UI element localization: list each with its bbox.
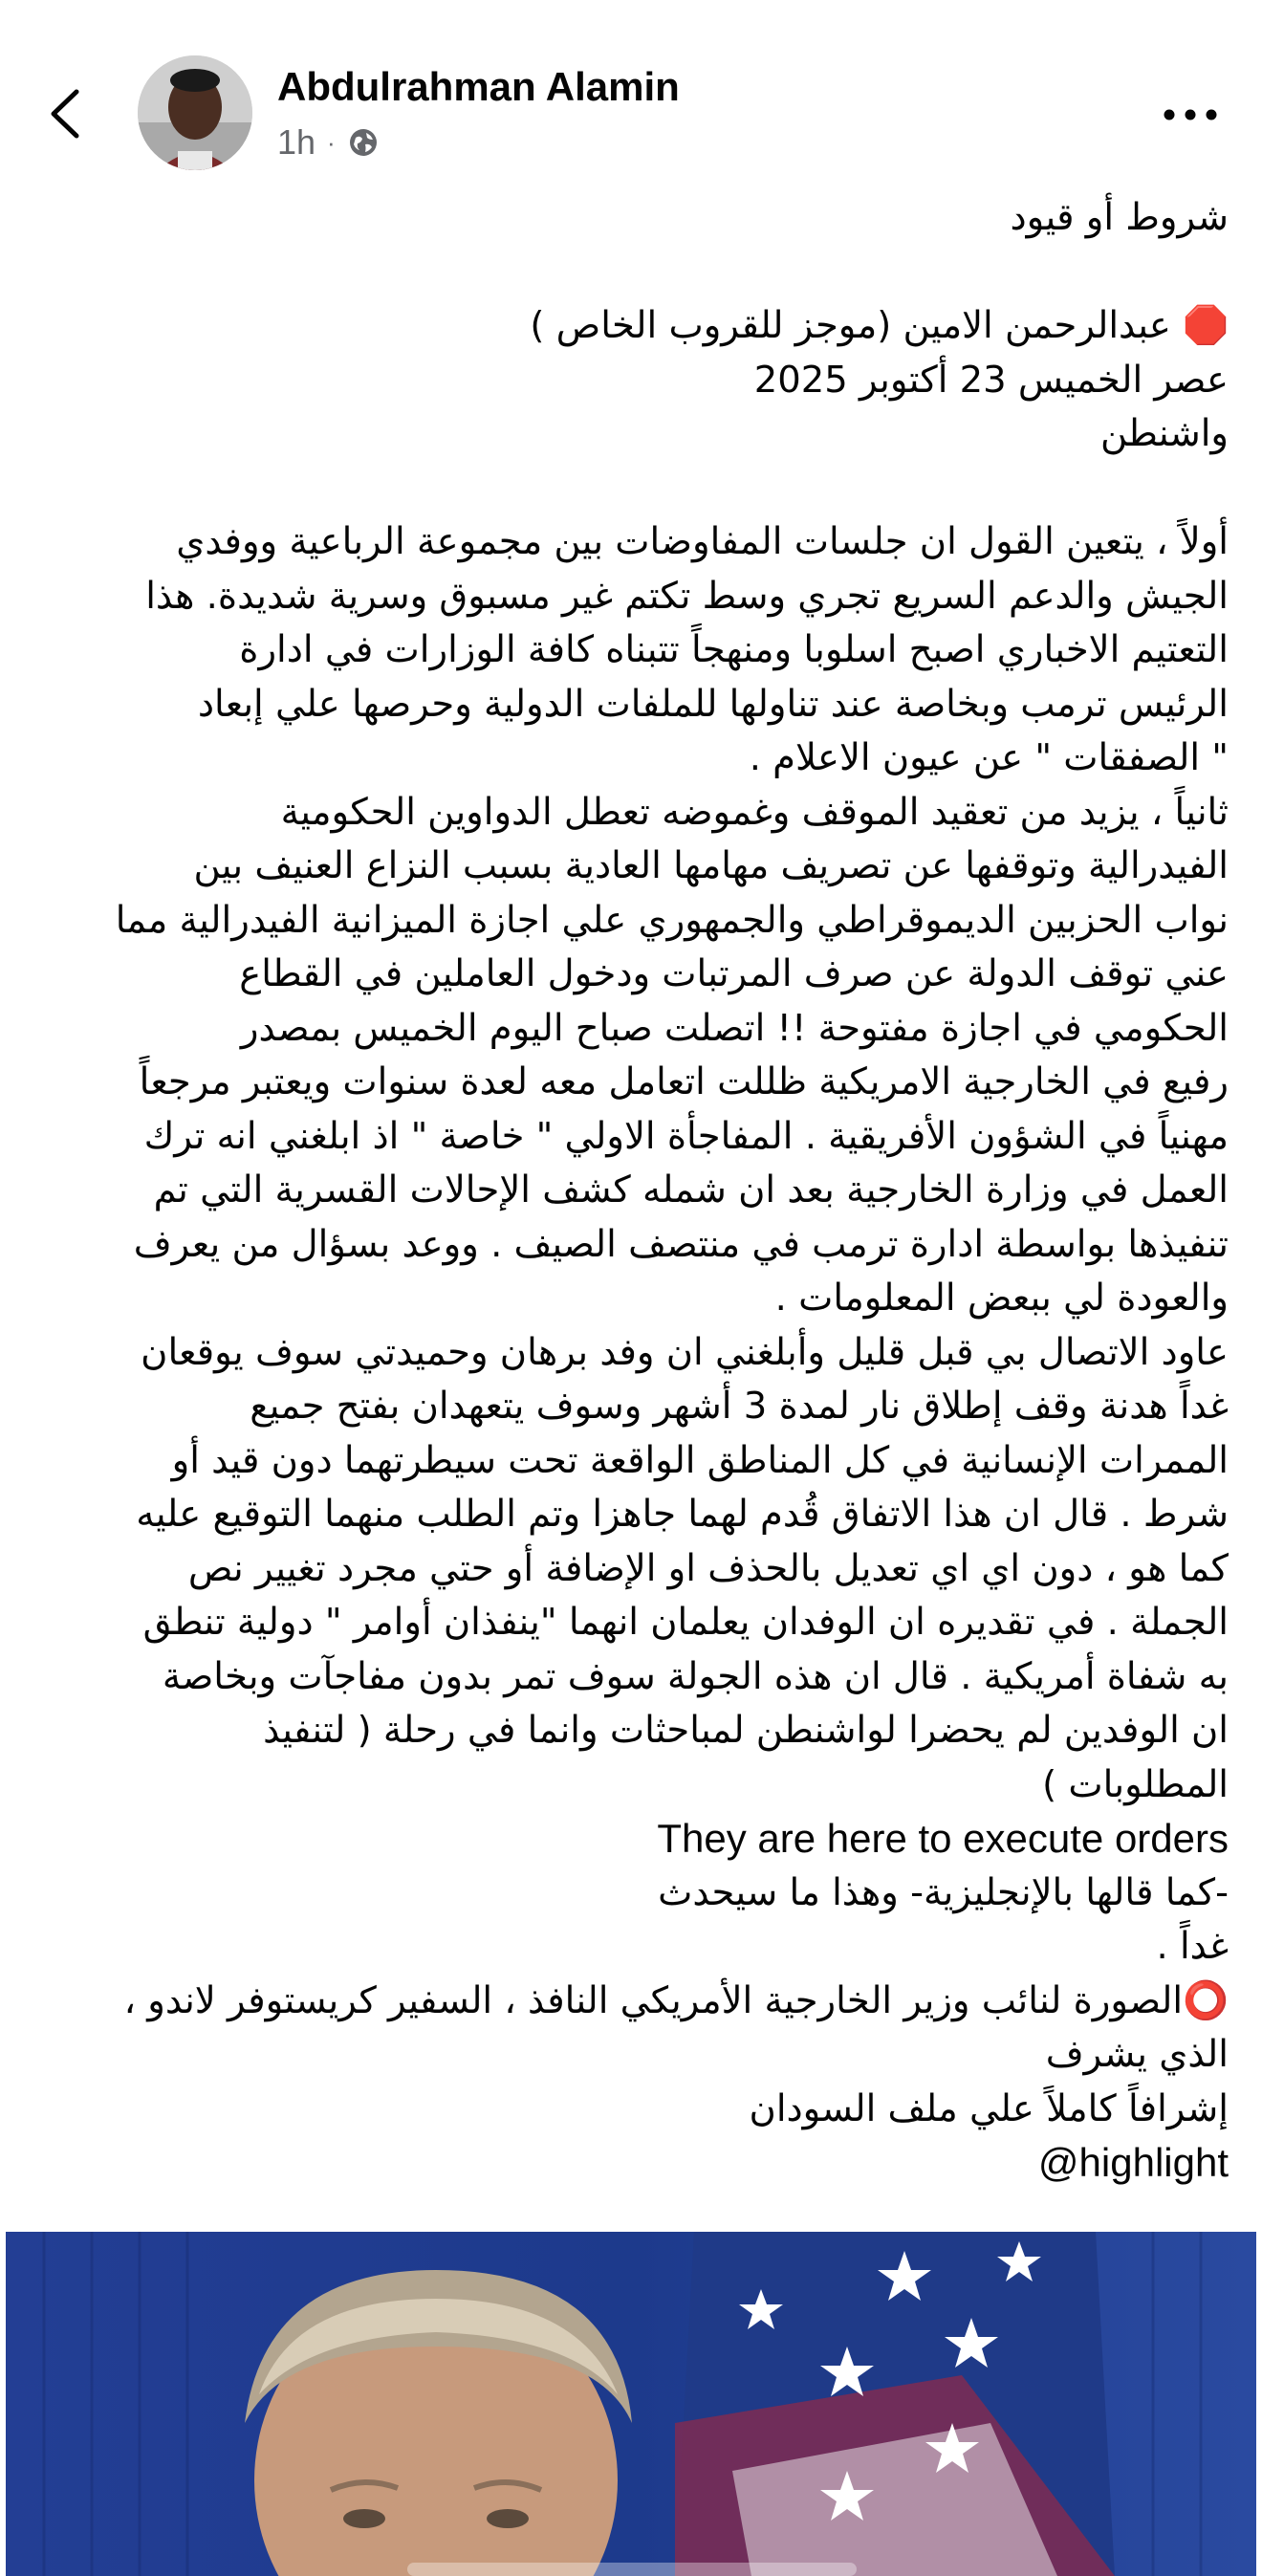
- author-name[interactable]: Abdulrahman Alamin: [277, 64, 680, 109]
- paragraph-gap: [29, 462, 1229, 516]
- post-text-line: به شفاة أمريكية . قال ان هذه الجولة سوف تمر بدون مفاجآت وبخاصة: [162, 1654, 1229, 1698]
- post-text-line: الجيش والدعم السريع تجري وسط تكتم غير مسبوق وسرية شديدة. هذا: [145, 574, 1229, 618]
- post-text-line: الفيدرالية وتوقفها عن تصريف مهامها العادية بسبب النزاع العنيف بين: [193, 844, 1229, 887]
- post-text-line: ⭕الصورة لنائب وزير الخارجية الأمريكي النافذ ، السفير كريستوفر لاندو ،: [123, 1978, 1229, 2022]
- post-image[interactable]: [6, 2232, 1256, 2576]
- post-header: [0, 38, 1262, 182]
- post-meta: [277, 120, 380, 164]
- person-portrait: [245, 2270, 632, 2576]
- more-horizontal-icon: [1157, 96, 1224, 134]
- post-text-line: نواب الحزبين الديموقراطي والجمهوري علي اجازة الميزانية الفيدرالية مما: [115, 898, 1229, 942]
- more-options-button[interactable]: [1157, 96, 1224, 134]
- avatar-photo: [138, 55, 252, 170]
- paragraph-gap: [29, 246, 1229, 300]
- post-text-line: تنفيذها بواسطة ادارة ترمب في منتصف الصيف . ووعد بسؤال من يعرف: [133, 1222, 1229, 1266]
- post-text-line: مهنياً في الشؤون الأفريقية . المفاجأة الاولي " خاصة " اذ ابلغني انه ترك: [143, 1114, 1229, 1158]
- post-text-line: ثانياً ، يزيد من تعقيد الموقف وغموضه تعطل الدواوين الحكومية: [280, 790, 1229, 834]
- chevron-left-icon: [38, 80, 96, 147]
- post-text-line: الرئيس ترمب وبخاصة عند تناولها للملفات الدولية وحرصها علي إبعاد: [197, 682, 1229, 726]
- post-text-line: رفيع في الخارجية الامريكية ظللت اتعامل معه لعدة سنوات ويعتبر مرجعاً: [139, 1060, 1229, 1103]
- post-text-line: العمل في وزارة الخارجية بعد ان شمله كشف الإحالات القسرية التي تم: [153, 1168, 1229, 1212]
- post-text-line: الجملة . في تقديره ان الوفدان يعلمان انهما "ينفذان أوامر " دولية تنطق: [142, 1601, 1229, 1644]
- meta-separator: ·: [327, 127, 336, 157]
- post-text-line: الممرات الإنسانية في كل المناطق الواقعة تحت سيطرتهما دون قيد أو: [171, 1438, 1229, 1482]
- post-text-line: 🛑 عبدالرحمن الامين (موجز للقروب الخاص ): [530, 304, 1229, 347]
- post-text-line: الذي يشرف: [1045, 2033, 1229, 2076]
- post-text-line: غداً هدنة وقف إطلاق نار لمدة 3 أشهر وسوف يتعهدان بفتح جميع: [250, 1385, 1229, 1428]
- post-text-line: الحكومي في اجازة مفتوحة !! اتصلت صباح اليوم الخميس بمصدر: [240, 1006, 1229, 1050]
- post-text-line: التعتيم الاخباري اصبح اسلوبا ومنهجاً تتبناه كافة الوزارات في ادارة: [239, 628, 1229, 671]
- post-text-line: " الصفقات " عن عيون الاعلام .: [749, 736, 1229, 779]
- post-text-line: إشرافاً كاملاً علي ملف السودان: [749, 2086, 1229, 2130]
- post-time[interactable]: 1h: [277, 122, 316, 162]
- back-button[interactable]: [38, 80, 96, 147]
- post-text-line: شرط . قال ان هذا الاتفاق قُدم لهما جاهزا وتم الطلب منهما التوقيع عليه: [136, 1493, 1229, 1536]
- post-text-line: كما هو ، دون اي اي تعديل بالحذف او الإضافة أو حتي مجرد تغيير نص: [187, 1546, 1229, 1590]
- post-text-line: عني توقف الدولة عن صرف المرتبات ودخول العاملين في القطاع: [239, 952, 1229, 995]
- portrait-photo: [6, 2232, 1256, 2576]
- post-text-line: المطلوبات ): [1042, 1762, 1229, 1806]
- post-text: [29, 191, 1229, 2191]
- post-text-line: They are here to execute orders: [657, 1816, 1229, 1861]
- post-text-line: شروط أو قيود: [1010, 196, 1229, 239]
- post-text-line: عاود الاتصال بي قبل قليل وأبلغني ان وفد برهان وحميدتي سوف يوقعان: [141, 1330, 1229, 1374]
- globe-icon[interactable]: [347, 126, 380, 159]
- post-text-line: ان الوفدين لم يحضرا لواشنطن لمباحثات وانما في رحلة ( لتنفيذ: [263, 1709, 1229, 1752]
- post-text-line: عصر الخميس 23 أكتوبر 2025: [753, 358, 1229, 402]
- post-text-line: -كما قالها بالإنجليزية- وهذا ما سيحدث: [658, 1870, 1229, 1914]
- mention-link[interactable]: @highlight: [1037, 2140, 1229, 2185]
- image-indicator: [407, 2563, 857, 2576]
- post-text-line: أولاً ، يتعين القول ان جلسات المفاوضات بين مجموعة الرباعية ووفدي: [176, 520, 1229, 563]
- avatar[interactable]: [138, 55, 252, 170]
- post-text-line: والعودة لي ببعض المعلومات .: [774, 1277, 1229, 1320]
- post-text-line: غداً .: [1156, 1925, 1229, 1968]
- post-text-line: واشنطن: [1099, 412, 1229, 455]
